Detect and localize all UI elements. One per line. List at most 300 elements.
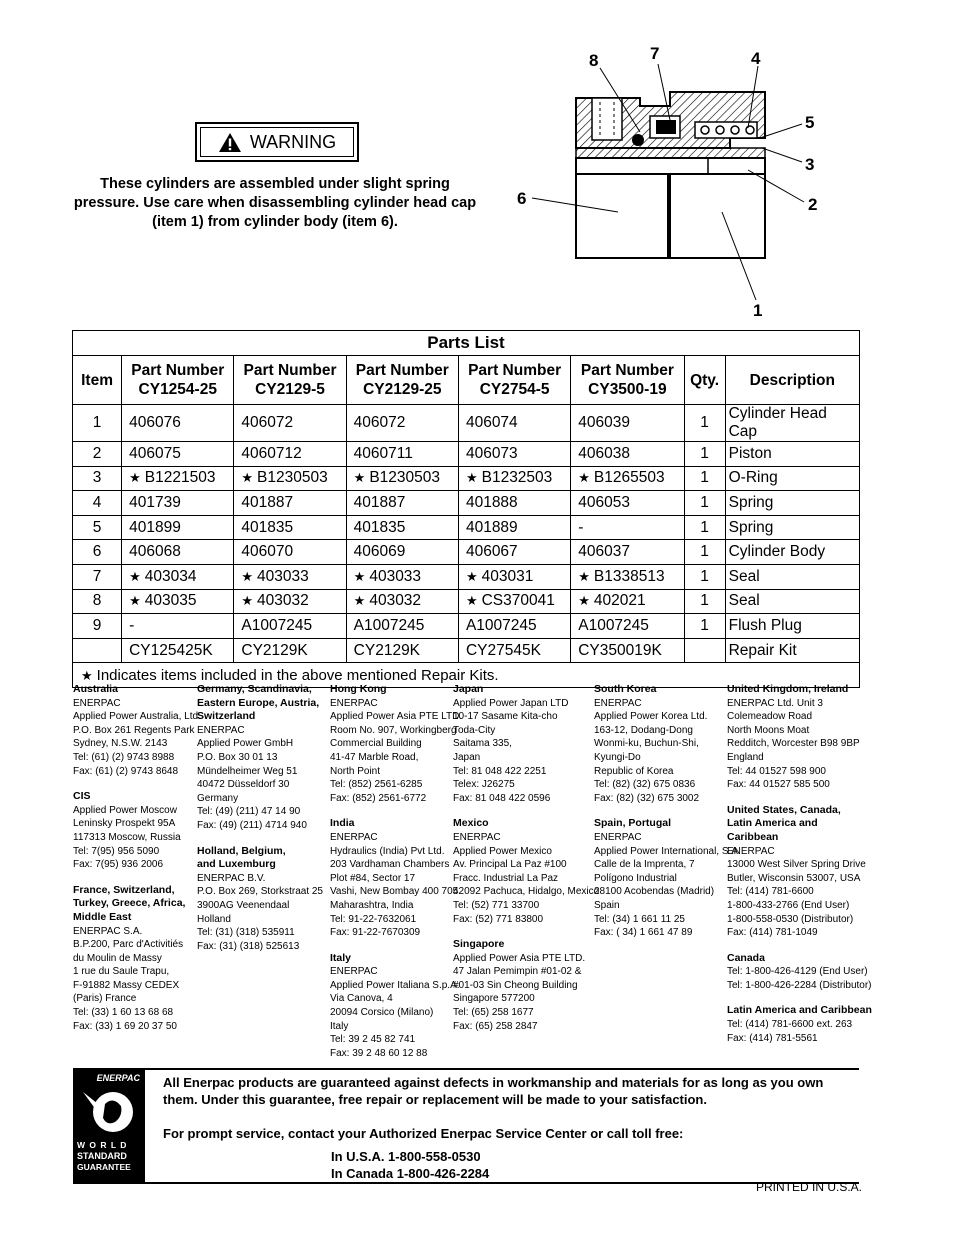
address-column <box>330 683 462 1072</box>
address-heading: Turkey, Greece, Africa, <box>73 897 186 910</box>
address-line: Wonmi-ku, Buchun-Shi, <box>594 738 699 750</box>
address-line: Tel: (34) 1 661 11 25 <box>594 913 685 925</box>
table-cell <box>346 442 458 467</box>
address-heading: Hong Kong <box>330 683 387 695</box>
enerpac-world-standard-guarantee-logo <box>73 1070 145 1182</box>
table-cell <box>234 405 346 442</box>
star-icon: ★ <box>129 593 141 609</box>
address-line: P.O. Box 269, Storkstraat 25 <box>197 886 323 898</box>
address-heading: Spain, Portugal <box>594 817 672 830</box>
star-icon: ★ <box>578 593 590 609</box>
column-header: Part Number CY2754-5 <box>458 356 570 405</box>
address-line: Tel: (61) (2) 9743 8988 <box>73 751 175 763</box>
cell-text: 401888 <box>465 493 518 511</box>
cylinder-cross-section-diagram <box>500 40 850 330</box>
address-line: Saitama 335, <box>453 738 512 750</box>
column-header: Qty. <box>684 356 725 405</box>
star-icon: ★ <box>353 593 366 609</box>
cell-text: 403034 <box>144 567 197 585</box>
star-icon: ★ <box>129 470 141 486</box>
cell-text: 7 <box>92 567 102 585</box>
address-line: Italy <box>330 1020 349 1032</box>
cell-text: 2 <box>92 444 102 462</box>
contact-statement: For prompt service, contact your Authorized Enerpac Service Center or call toll free: <box>163 1126 684 1141</box>
address-line: 13000 West Silver Spring Drive <box>727 859 866 871</box>
table-row <box>73 491 860 516</box>
cell-text: 1 <box>700 493 709 511</box>
address-line: Fax: (31) (318) 525613 <box>197 940 300 952</box>
cell-text: - <box>578 518 584 536</box>
address-line: Fax: (852) 2561-6772 <box>330 792 427 804</box>
address-line: Tel: 1-800-426-4129 (End User) <box>727 966 868 978</box>
address-line: Singapore 577200 <box>453 993 535 1005</box>
address-block <box>330 817 462 939</box>
cell-text: 1 <box>700 567 709 585</box>
table-cell <box>458 491 570 516</box>
address-line: Fax: (414) 781-1049 <box>727 927 818 939</box>
table-row <box>73 564 860 589</box>
star-icon: ★ <box>129 568 141 584</box>
address-line: Applied Power Asia PTE LTD. <box>330 711 463 723</box>
table-cell <box>458 638 570 663</box>
address-line: Fax: 81 048 422 0596 <box>453 792 551 804</box>
guarantee-footer <box>73 1068 859 1184</box>
address-block <box>453 938 599 1033</box>
address-heading: Latin America and Caribbean <box>727 1004 872 1017</box>
logo-standard: STANDARD <box>77 1151 127 1161</box>
address-column <box>73 683 201 1045</box>
address-line: North Point <box>330 765 381 777</box>
address-line: Applied Power Mexico <box>453 845 552 857</box>
address-line: Vashi, New Bombay 400 705 <box>330 886 459 898</box>
parts-list-table <box>72 330 860 688</box>
table-cell <box>458 442 570 467</box>
cell-text: B1232503 <box>481 469 553 487</box>
table-cell <box>73 564 122 589</box>
table-cell <box>122 589 234 614</box>
table-cell <box>122 491 234 516</box>
callout-6: 6 <box>517 189 527 208</box>
address-line: 28100 Acobendas (Madrid) <box>594 886 715 898</box>
table-cell <box>684 442 725 467</box>
address-heading: United States, Canada, <box>727 803 841 816</box>
address-line: Fax: (414) 781-5561 <box>727 1032 818 1044</box>
address-line: Tel: (414) 781-6600 ext. 263 <box>727 1019 853 1031</box>
address-line: Fax: 39 2 48 60 12 88 <box>330 1047 428 1059</box>
cell-text: 403033 <box>257 567 309 585</box>
address-line: ENERPAC <box>727 845 775 857</box>
address-block <box>330 683 462 805</box>
callout-1: 1 <box>753 301 763 320</box>
cell-text: 1 <box>700 543 709 561</box>
cell-text: 5 <box>92 518 102 536</box>
address-heading: and Luxemburg <box>197 858 276 871</box>
table-cell <box>571 540 684 565</box>
address-line: Kyungi-Do <box>594 751 641 763</box>
table-cell <box>73 589 122 614</box>
address-line: Tel: 81 048 422 2251 <box>453 765 547 777</box>
table-row <box>73 540 860 565</box>
address-line: Spain <box>594 899 620 911</box>
address-heading: Singapore <box>453 938 505 951</box>
address-line: ENERPAC <box>330 966 378 978</box>
table-cell <box>234 589 346 614</box>
address-line: Hydraulics (India) Pvt Ltd. <box>330 845 445 857</box>
address-line: du Moulin de Massy <box>73 952 162 964</box>
wrench-globe-icon <box>79 1086 137 1136</box>
address-line: Butler, Wisconsin 53007, USA <box>727 872 861 884</box>
table-row <box>73 638 860 663</box>
address-line: P.O. Box 30 01 13 <box>197 751 278 763</box>
cell-text: B1221503 <box>144 469 216 487</box>
cell-text: 403035 <box>144 592 197 610</box>
table-cell <box>684 638 725 663</box>
cell-text: 406073 <box>465 444 518 462</box>
cell-text: CS370041 <box>481 592 555 610</box>
cell-text: 9 <box>92 616 102 634</box>
table-cell <box>73 614 122 639</box>
star-icon: ★ <box>241 470 254 486</box>
star-icon: ★ <box>465 593 478 609</box>
address-line: P.O. Box 261 Regents Park <box>73 724 195 736</box>
address-heading: Caribbean <box>727 830 779 843</box>
table-cell <box>684 540 725 565</box>
table-cell <box>571 515 684 540</box>
address-line: Fax: (52) 771 83800 <box>453 913 544 925</box>
cell-text: CY2129K <box>241 641 308 659</box>
cell-text: 406072 <box>241 414 294 431</box>
address-line: Fax: (49) (211) 4714 940 <box>197 819 307 831</box>
address-heading: Middle East <box>73 910 132 923</box>
table-cell <box>346 564 458 589</box>
address-line: Applied Power International, S.A. <box>594 845 741 857</box>
cell-text: 401835 <box>353 518 406 536</box>
parts-list-body <box>73 405 860 663</box>
address-line: Fax: (65) 258 2847 <box>453 1020 538 1032</box>
cell-text: 4060712 <box>241 444 302 462</box>
table-cell <box>571 638 684 663</box>
cell-text: CY27545K <box>465 641 541 659</box>
address-line: ENERPAC Ltd. Unit 3 <box>727 697 823 709</box>
address-line: ENERPAC <box>330 831 378 843</box>
cell-text: 401889 <box>465 518 518 536</box>
table-cell <box>684 614 725 639</box>
warning-label: WARNING <box>249 131 337 152</box>
cell-text: Piston <box>728 444 772 462</box>
address-block <box>197 845 323 954</box>
address-line: Applied Power Asia PTE LTD. <box>453 952 586 964</box>
table-cell <box>571 442 684 467</box>
cell-text: 403033 <box>369 567 422 585</box>
cell-text: Spring <box>728 518 774 536</box>
address-line: Fax: (82) (32) 675 3002 <box>594 792 700 804</box>
address-heading: South Korea <box>594 683 657 695</box>
table-cell <box>458 515 570 540</box>
address-line: Holland <box>197 913 231 925</box>
cell-text: 406076 <box>129 414 181 431</box>
address-block <box>727 804 872 940</box>
table-cell <box>725 614 859 639</box>
usa-phone: In U.S.A. 1-800-558-0530 <box>331 1149 481 1164</box>
address-block <box>594 817 741 939</box>
cell-text: 406068 <box>129 543 181 561</box>
table-cell <box>458 405 570 442</box>
table-cell <box>458 614 570 639</box>
table-cell <box>725 405 859 442</box>
cell-text: 406037 <box>578 543 630 561</box>
address-line: Germany <box>197 792 239 804</box>
address-column <box>453 683 599 1045</box>
column-header: Part Number CY2129-5 <box>234 356 346 405</box>
address-heading: France, Switzerland, <box>73 883 175 896</box>
cell-text: 6 <box>92 543 102 561</box>
address-line: Tel: 44 01527 598 900 <box>727 765 826 777</box>
address-line: Tel: (49) (211) 47 14 90 <box>197 806 301 818</box>
address-line: 3900AG Veenendaal <box>197 899 290 911</box>
address-line: Commercial Building <box>330 738 422 750</box>
star-icon: ★ <box>353 568 366 584</box>
callout-7: 7 <box>650 44 660 63</box>
address-line: 1-800-558-0530 (Distributor) <box>727 913 854 925</box>
address-heading: Canada <box>727 951 765 964</box>
table-cell <box>684 515 725 540</box>
table-cell <box>458 564 570 589</box>
address-heading: Latin America and <box>727 817 818 830</box>
table-row <box>73 442 860 467</box>
cell-text: 1 <box>700 414 709 431</box>
table-cell <box>234 491 346 516</box>
address-line: 10-17 Sasame Kita-cho <box>453 711 558 723</box>
address-line: Tel: (852) 2561-6285 <box>330 779 423 791</box>
callout-3: 3 <box>805 155 815 174</box>
cell-text: 8 <box>92 592 102 610</box>
address-line: ENERPAC <box>197 724 245 736</box>
address-column <box>594 683 741 952</box>
table-cell <box>234 515 346 540</box>
table-cell <box>346 491 458 516</box>
cell-text: 1 <box>92 414 102 431</box>
cell-text: - <box>129 616 135 634</box>
address-line: #01-03 Sin Cheong Building <box>453 979 578 991</box>
canada-phone: In Canada 1-800-426-2284 <box>331 1166 490 1181</box>
address-line: Applied Power Italiana S.p.A. <box>330 979 460 991</box>
cell-text: Seal <box>728 592 760 610</box>
table-cell <box>571 614 684 639</box>
address-line: Applied Power Australia, Ltd. <box>73 711 201 723</box>
address-line: Via Canova, 4 <box>330 993 393 1005</box>
table-cell <box>122 515 234 540</box>
address-line: ENERPAC S.A. <box>73 925 143 937</box>
cell-text: 1 <box>700 616 709 634</box>
address-heading: Italy <box>330 951 352 964</box>
table-row <box>73 589 860 614</box>
address-block <box>453 683 599 805</box>
cell-text: 1 <box>700 444 709 462</box>
address-line: 41-47 Marble Road, <box>330 751 419 763</box>
table-cell <box>725 491 859 516</box>
cell-text: 4060711 <box>353 444 413 462</box>
address-line: Plot #84, Sector 17 <box>330 872 416 884</box>
warning-text: These cylinders are assembled under slight spring pressure. Use care when disassembling cylinder head cap (item 1) from cylinder body (item 6). <box>73 176 477 230</box>
address-line: Tel: 1-800-426-2284 (Distributor) <box>727 979 872 991</box>
table-cell <box>571 466 684 491</box>
cell-text: CY2129K <box>353 641 421 659</box>
address-line: 1 rue du Saule Trapu, <box>73 966 170 978</box>
table-cell <box>234 564 346 589</box>
address-line: ENERPAC <box>73 697 121 709</box>
table-cell <box>346 515 458 540</box>
address-block <box>453 817 599 926</box>
address-line: Redditch, Worcester B98 9BP <box>727 738 860 750</box>
logo-guarantee: GUARANTEE <box>77 1162 131 1172</box>
table-cell <box>571 564 684 589</box>
cell-text: 406069 <box>353 543 406 561</box>
callout-8: 8 <box>589 51 599 70</box>
table-cell <box>458 466 570 491</box>
column-header: Item <box>73 356 122 405</box>
callout-5: 5 <box>805 113 815 132</box>
table-cell <box>234 638 346 663</box>
table-cell <box>234 442 346 467</box>
address-heading: Holland, Belgium, <box>197 844 286 857</box>
address-line: Fax: 44 01527 585 500 <box>727 779 830 791</box>
address-line: England <box>727 751 764 763</box>
address-heading: Mexico <box>453 817 489 830</box>
address-line: Republic of Korea <box>594 765 674 777</box>
address-line: ENERPAC <box>453 831 501 843</box>
cell-text: 406067 <box>465 543 518 561</box>
address-line: Av. Principal La Paz #100 <box>453 859 567 871</box>
table-cell <box>73 466 122 491</box>
table-cell <box>684 405 725 442</box>
address-line: Leninsky Prospekt 95A <box>73 818 176 830</box>
cell-text: 406075 <box>129 444 181 462</box>
table-cell <box>122 638 234 663</box>
address-line: Fax: (61) (2) 9743 8648 <box>73 765 179 777</box>
cell-text: 406053 <box>578 493 630 511</box>
table-cell <box>346 589 458 614</box>
table-cell <box>346 466 458 491</box>
address-line: Tel: (82) (32) 675 0836 <box>594 779 696 791</box>
address-line: ENERPAC B.V. <box>197 872 266 884</box>
guarantee-statement: All Enerpac products are guaranteed against defects in workmanship and materials for as long as you own them. Under this guarantee, free repair or replacement will be made to your satisfaction. <box>163 1075 824 1107</box>
address-line: Tel: (52) 771 33700 <box>453 899 540 911</box>
cell-text: 1 <box>700 592 709 610</box>
address-line: Tel: (31) (318) 535911 <box>197 927 295 939</box>
callout-4: 4 <box>751 49 761 68</box>
cell-text: 401899 <box>129 518 181 536</box>
cell-text: 403031 <box>481 567 534 585</box>
cell-text: 406038 <box>578 444 630 462</box>
address-line: 203 Vardhaman Chambers <box>330 859 450 871</box>
address-line: Fax: (33) 1 69 20 37 50 <box>73 1020 177 1032</box>
address-line: (Paris) France <box>73 993 137 1005</box>
address-line: Applied Power Japan LTD <box>453 697 569 709</box>
table-cell <box>684 564 725 589</box>
address-line: 117313 Moscow, Russia <box>73 831 181 843</box>
table-row <box>73 614 860 639</box>
table-cell <box>73 491 122 516</box>
table-cell <box>571 589 684 614</box>
address-heading: Australia <box>73 683 118 695</box>
logo-brand: ENERPAC <box>96 1073 140 1083</box>
address-line: Applied Power GmbH <box>197 738 294 750</box>
table-cell <box>684 589 725 614</box>
table-cell <box>571 491 684 516</box>
cell-text: B1265503 <box>593 469 665 487</box>
cell-text: Flush Plug <box>728 616 802 634</box>
cell-text: Seal <box>728 567 760 585</box>
star-icon: ★ <box>578 568 590 584</box>
address-block <box>727 683 872 792</box>
address-column <box>727 683 872 1057</box>
table-cell <box>458 589 570 614</box>
warning-triangle-icon <box>218 132 242 153</box>
table-cell <box>346 540 458 565</box>
cell-text: 4 <box>92 493 102 511</box>
table-cell <box>571 405 684 442</box>
table-cell <box>234 466 346 491</box>
cell-text: Cylinder Body <box>728 543 826 561</box>
star-icon: ★ <box>465 470 478 486</box>
star-icon: ★ <box>353 470 366 486</box>
address-line: Sydney, N.S.W. 2143 <box>73 738 168 750</box>
table-cell <box>458 540 570 565</box>
address-line: ENERPAC <box>330 697 378 709</box>
address-block <box>197 683 323 833</box>
table-cell <box>73 638 122 663</box>
parts-list-title: Parts List <box>73 331 860 356</box>
table-cell <box>73 405 122 442</box>
cell-text: 403032 <box>257 592 309 610</box>
address-line: ENERPAC <box>594 831 642 843</box>
table-cell <box>122 442 234 467</box>
address-line: North Moons Moat <box>727 724 810 736</box>
cell-text: A1007245 <box>578 616 649 634</box>
address-line: Mündelheimer Weg 51 <box>197 765 298 777</box>
address-line: 42092 Pachuca, Hidalgo, Mexico <box>453 886 600 898</box>
address-line: Room No. 907, Workingberg <box>330 724 457 736</box>
cell-text: 3 <box>92 469 102 487</box>
address-block <box>73 790 201 872</box>
address-line: Toda-City <box>453 724 496 736</box>
address-line: B.P.200, Parc d'Activitiés <box>73 939 184 951</box>
table-cell <box>122 564 234 589</box>
cell-text: B1230503 <box>257 469 328 487</box>
table-cell <box>684 466 725 491</box>
column-header: Part Number CY2129-25 <box>346 356 458 405</box>
cell-text: Cylinder Head Cap <box>728 405 827 440</box>
address-line: Maharashtra, India <box>330 899 414 911</box>
address-block <box>73 683 201 778</box>
cell-text: 406074 <box>465 414 518 431</box>
cell-text: A1007245 <box>241 616 313 634</box>
address-line: Calle de la Imprenta, 7 <box>594 859 695 871</box>
column-header: Description <box>725 356 859 405</box>
address-heading: CIS <box>73 790 91 803</box>
cell-text: 1 <box>700 469 709 487</box>
address-column <box>197 683 323 965</box>
address-heading: Eastern Europe, Austria, <box>197 696 320 709</box>
star-icon: ★ <box>465 568 478 584</box>
address-line: Fax: 91-22-7670309 <box>330 927 421 939</box>
address-line: Fax: 7(95) 936 2006 <box>73 859 164 871</box>
address-line: Applied Power Korea Ltd. <box>594 711 708 723</box>
cell-text: 406072 <box>353 414 406 431</box>
address-line: Tel: 91-22-7632061 <box>330 913 417 925</box>
star-icon: ★ <box>81 667 93 683</box>
table-cell <box>122 405 234 442</box>
